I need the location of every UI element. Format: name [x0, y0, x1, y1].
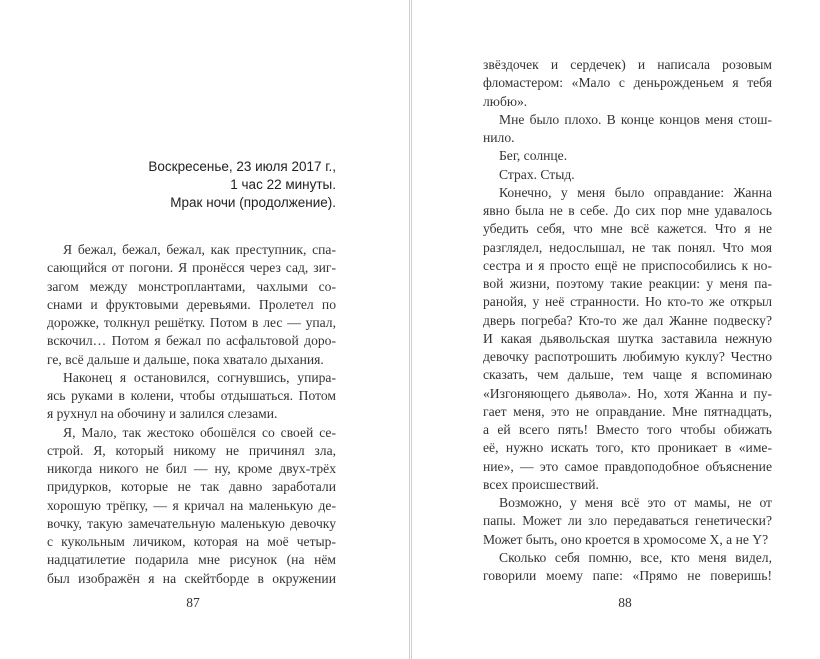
text-line: фломастером: «Мало с деньрожденьем я тебя — [483, 75, 772, 91]
text-line: строй. Я, который никому не причинял зла, — [47, 442, 336, 458]
text-line: Я бежал, бежал, бежал, как преступник, спа- — [63, 242, 336, 257]
heading-line: Мрак ночи (продолжение). — [170, 195, 336, 210]
paragraph — [47, 241, 336, 369]
text-line: никогда никого не бил — ну, кроме двух-трёх — [47, 461, 336, 476]
paragraph — [483, 147, 772, 165]
text-line: «Изгоняющего дьявола». Но, хотя Жанна и пу- — [483, 385, 772, 401]
chapter-heading — [47, 158, 336, 212]
paragraph — [483, 56, 772, 111]
gutter-divider — [409, 0, 410, 659]
text-line: Я, Мало, так жестоко обошёлся со своей се- — [63, 424, 336, 440]
text-line: вскочил… Потом я бежал по асфальтовой доро- — [47, 333, 336, 349]
text-line: ге, всё дальше и дальше, пока хватало дыхания. — [47, 351, 324, 367]
text-line: убедить себя, что мне всё кажется. Что я не — [483, 221, 772, 237]
text-line: Бег, солнце. — [499, 148, 568, 164]
text-line: загом между монстроплантами, чахлыми со- — [47, 278, 336, 294]
text-line: снами и фруктовыми деревьями. Пролетел по — [47, 296, 336, 312]
text-line: любю». — [483, 93, 528, 109]
paragraph — [483, 184, 772, 494]
text-line: гает меня, это не оправдание. Мне пятнадцать, — [483, 403, 772, 419]
page-number: 88 — [618, 595, 632, 610]
text-line: вочку, такую замечательную маленькую девочку — [47, 515, 336, 531]
text-line: разглядел, недослышал, не так понял. Что моя — [483, 239, 772, 255]
text-line: придурков, которые не так давно заработали — [47, 479, 336, 495]
paragraph — [47, 424, 336, 588]
paragraph — [483, 166, 772, 184]
paragraph — [483, 494, 772, 549]
text-line: надцатилетие подарила мне рисунок (на нём — [47, 552, 336, 568]
text-line: был изображён я на скейтборде в окружении — [47, 570, 336, 586]
paragraph — [47, 369, 336, 424]
paragraph — [483, 111, 772, 148]
text-line: Сколько себя помню, все, кто меня видел, — [499, 549, 772, 565]
text-line: с кукольным личиком, которая на моё четыр- — [47, 534, 336, 549]
text-line: Мне было плохо. В конце концов меня стош- — [499, 111, 772, 127]
text-line: вой жизни, поэтому такие реакции: у меня па- — [483, 276, 772, 291]
body-text — [483, 56, 772, 585]
heading-line: 1 час 22 минуты. — [230, 177, 336, 192]
heading-line: Воскресенье, 23 июля 2017 г., — [148, 159, 336, 174]
text-line: а ей всего пять! Вместо того чтобы обижать — [483, 422, 772, 437]
text-line: Страх. Стыд. — [499, 166, 575, 182]
right-page — [412, 0, 820, 659]
text-line: её, нужно искать того, кто проникает в «име- — [483, 440, 772, 456]
text-line: сказать, чем дальше, тем чаще я вспоминаю — [483, 367, 772, 383]
text-line: нило. — [483, 130, 515, 145]
text-line: ние», — это самое правдоподобное объяснение — [483, 458, 772, 474]
text-line: Возможно, у меня всё это от мамы, не от — [499, 495, 772, 510]
text-line: девочку распотрошить любимую куклу? Честно — [483, 349, 772, 364]
text-line: хорошую трёпку, — я кричал на маленькую де- — [47, 497, 336, 513]
text-line: сающийся от погони. Я пронёсся через сад, зиг- — [47, 260, 336, 276]
paragraph — [483, 549, 772, 586]
page-number: 87 — [186, 595, 200, 610]
left-page — [0, 0, 409, 659]
text-line: говорили моему папе: «Прямо не поверишь! — [483, 568, 772, 583]
text-line: И какая дьявольская шутка заставила нежную — [483, 330, 772, 346]
body-text — [47, 241, 336, 588]
text-line: Наконец я остановился, согнувшись, упира- — [63, 369, 336, 385]
text-line: ранойя, у неё странности. Но кто-то же открыл — [483, 294, 772, 310]
text-line: Конечно, у меня было оправдание: Жанна — [499, 184, 772, 200]
text-line: сестра и я просто ещё не приспособились к но- — [483, 257, 772, 273]
text-line: дверь погреба? Кто-то же дал Жанне подвеску? — [483, 312, 772, 328]
text-line: явно была не в себе. До сих пор мне удавалось — [483, 203, 772, 218]
text-line: ясь руками в колени, чтобы отдышаться. Потом — [47, 388, 336, 403]
text-line: дорожке, толкнул решётку. Потом в лес — упал, — [47, 315, 336, 330]
text-line: я рухнул на обочину и залился слезами. — [47, 406, 278, 422]
text-line: звёздочек и сердечек) и написала розовым — [483, 57, 772, 72]
text-line: папы. Может ли зло передаваться генетически? — [483, 513, 772, 529]
text-line: Может быть, оно кроется в хромосоме X, а не Y? — [483, 531, 769, 547]
text-line: всех происшествий. — [483, 476, 599, 492]
